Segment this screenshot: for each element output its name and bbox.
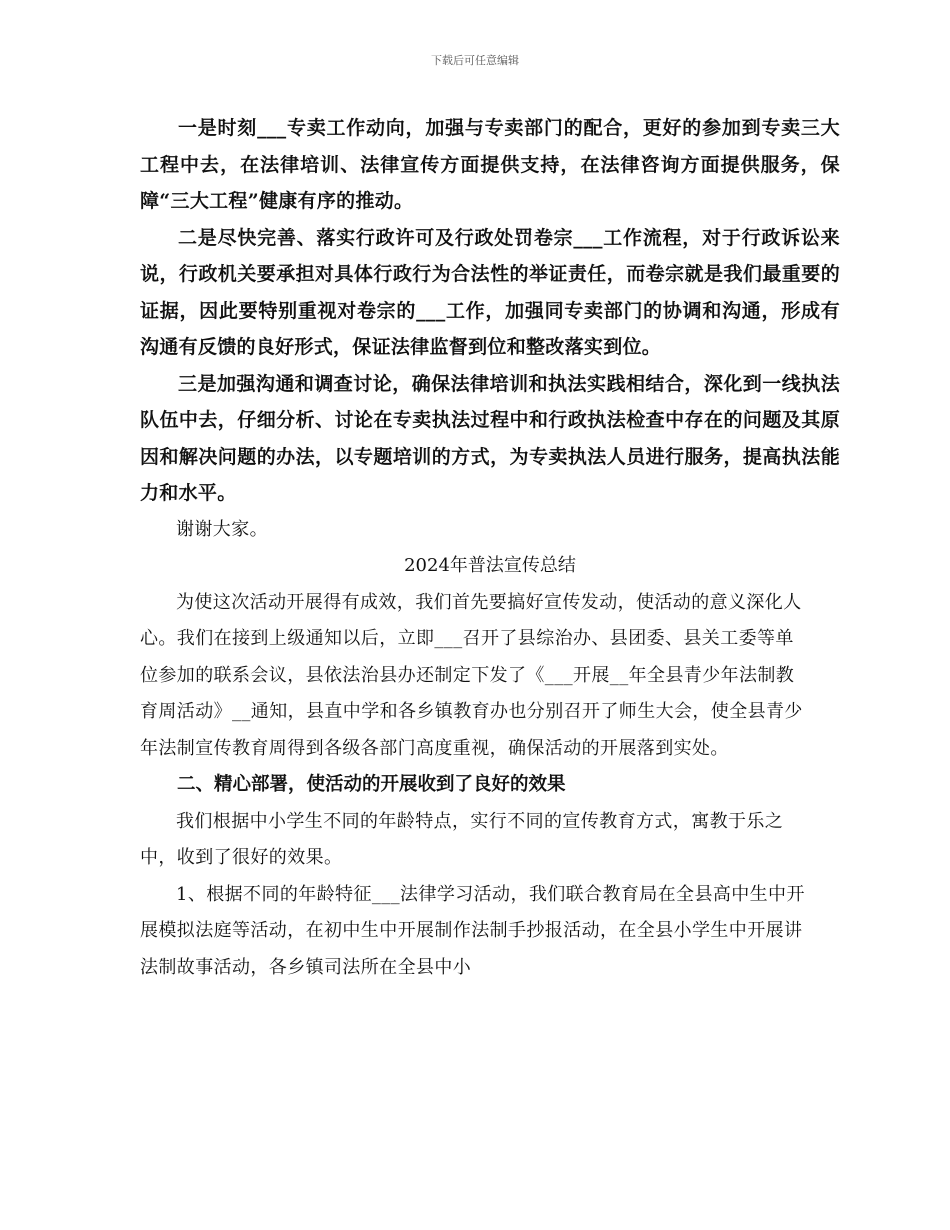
- speech-paragraph-3: 三是加强沟通和调查讨论，确保法律培训和执法实践相结合，深化到一线执法队伍中去，仔细分析、讨论在专卖执法过程中和行政执法检查中存在的问题及其原因和解决问题的办法，以专题培训的方式，为专卖执法人员进行服务，提高执法能力和水平。: [140, 372, 840, 504]
- summary-title: 2024年普法宣传总结: [404, 555, 576, 576]
- section-2-heading: 二、精心部署，使活动的开展收到了良好的效果: [177, 774, 566, 795]
- summary-intro-paragraph: 为使这次活动开展得有成效，我们首先要搞好宣传发动，使活动的意义深化人心。我们在接到上级通知以后，立即___召开了县综治办、县团委、县关工委等单位参加的联系会议，县依法治县办还制定下发了《___开展__年全县青少年法制教育周活动》__通知，县直中学和各乡镇教育办也分别召开了师生大会，使全县青少年法制宣传教育周得到各级各部门高度重视，确保活动的开展落到实处。: [140, 591, 803, 759]
- document-body: [140, 110, 840, 986]
- page-header: 下载后可任意编辑: [431, 54, 519, 67]
- section-2-item-1: 1、根据不同的年龄特征___法律学习活动，我们联合教育局在全县高中生中开展模拟法庭等活动，在初中生中开展制作法制手抄报活动，在全县小学生中开展讲法制故事活动，各乡镇司法所在全县中小: [140, 883, 805, 978]
- speech-paragraph-1: 一是时刻___专卖工作动向，加强与专卖部门的配合，更好的参加到专卖三大工程中去，在法律培训、法律宣传方面提供支持，在法律咨询方面提供服务，保障“三大工程”健康有序的推动。: [140, 117, 840, 212]
- speech-section: [140, 110, 840, 512]
- speech-paragraph-2: 二是尽快完善、落实行政许可及行政处罚卷宗___工作流程，对于行政诉讼来说，行政机关要承担对具体行政行为合法性的举证责任，而卷宗就是我们最重要的证据，因此要特别重视对卷宗的___工作，加强同专卖部门的协调和沟通，形成有沟通有反馈的良好形式，保证法律监督到位和整改落实到位。: [140, 226, 840, 358]
- section-2-intro-paragraph: 我们根据中小学生不同的年龄特点，实行不同的宣传教育方式，寓教于乐之中，收到了很好的效果。: [140, 810, 784, 868]
- speech-closing: 谢谢大家。: [176, 518, 268, 540]
